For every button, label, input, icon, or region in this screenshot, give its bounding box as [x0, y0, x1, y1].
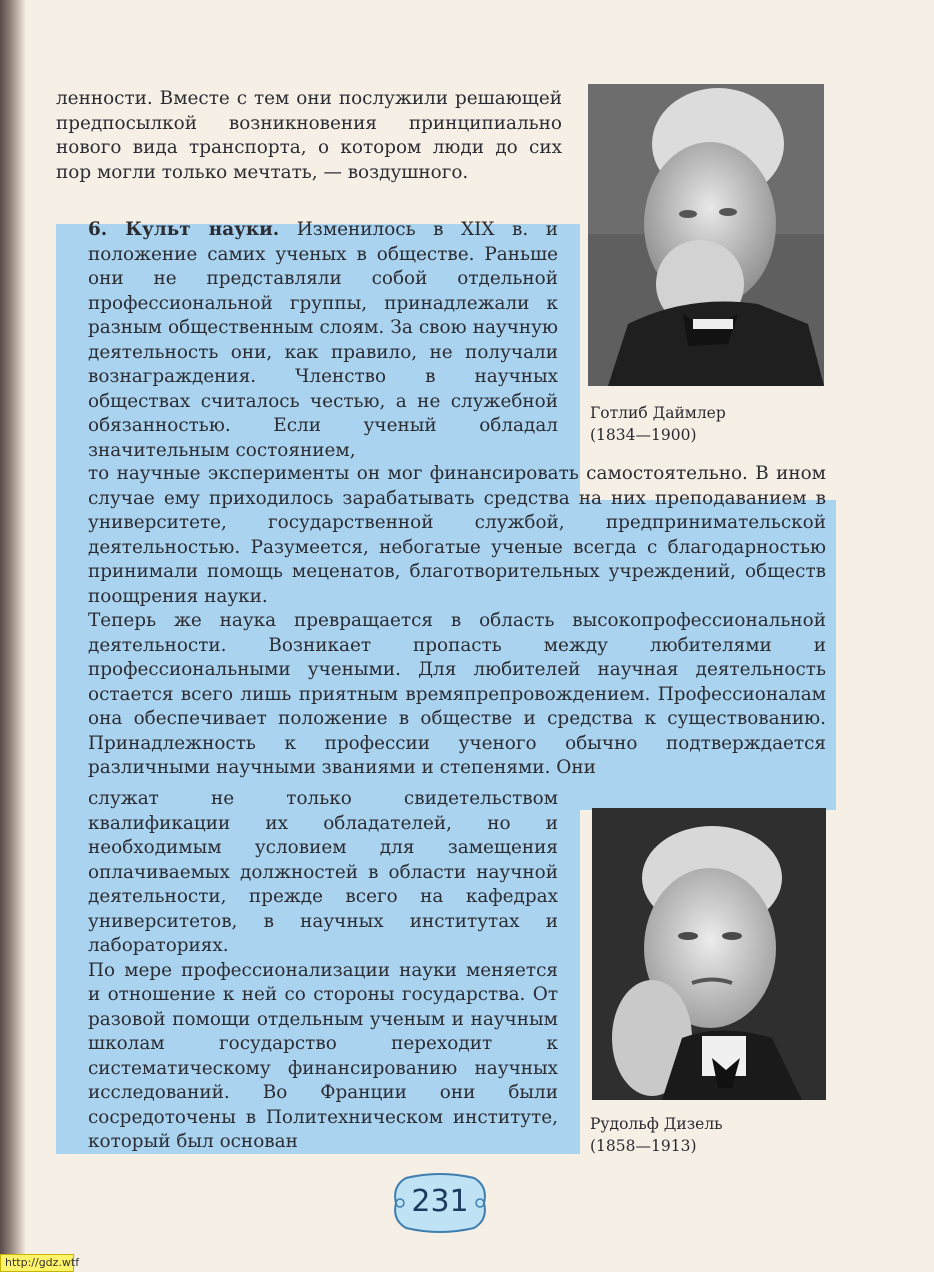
caption-2-years: (1858—1913)	[590, 1137, 697, 1155]
portrait-caption-2	[590, 1113, 723, 1157]
section-text-c2: По мере профессионализации науки меняется и отношение к ней со стороны государства. От разовой помощи отдельным ученым и научным школам государство переходит к систематическому финансированию научных исследований. Во Франции они были сосредоточены в Политехническом институте, который был основан	[88, 959, 558, 1152]
intro-paragraph	[56, 87, 562, 185]
section-paragraph-2	[88, 462, 826, 781]
page-number: 231	[411, 1184, 469, 1219]
section-text-b2: Теперь же наука превращается в область высокопрофессиональной деятельности. Возникает пропасть между любителями и профессиональными учеными. Для любителей научная деятельность остается всего лишь приятным времяпрепровождением. Профессионалам она обеспечивает положение в обществе и средства к существованию. Принадлежность к профессии ученого обычно подтверждается различными научными званиями и степенями. Они	[88, 610, 826, 778]
section-text-b1: то научные эксперименты он мог финансировать самостоятельно. В ином случае ему приходилось зарабатывать средства на них преподаванием в университете, государственной службой, предпринимательской деятельностью. Разумеется, небогатые ученые всегда с благодарностью принимали помощь меценатов, благотворительных учреждений, обществ поощрения науки.	[88, 463, 826, 607]
page-number-badge	[392, 1172, 488, 1234]
section-paragraph-1	[88, 218, 558, 463]
section-paragraph-3	[88, 787, 558, 1155]
caption-1-years: (1834—1900)	[590, 426, 697, 444]
section-heading: 6. Культ науки.	[88, 219, 280, 240]
portrait-caption-1	[590, 402, 726, 446]
caption-2-name: Рудольф Дизель	[590, 1115, 723, 1133]
portrait-diesel	[592, 808, 826, 1100]
book-binding-shadow	[0, 0, 26, 1272]
portrait-daimler	[588, 84, 824, 386]
intro-text: ленности. Вместе с тем они послужили решающей предпосылкой возникновения принципиально нового вида транспорта, о котором люди до сих пор могли только мечтать, — воздушного.	[56, 88, 562, 183]
section-text-a: Изменилось в XIX в. и положение самих ученых в обществе. Раньше они не представляли собой отдельной профессиональной группы, принадлежали к разным общественным слоям. За свою научную деятельность они, как правило, не получали вознаграждения. Членство в научных обществах считалось честью, а не служебной обязанностью. Если ученый обладал значительным состоянием,	[88, 219, 558, 461]
watermark-link[interactable]: http://gdz.wtf	[0, 1254, 74, 1272]
section-text-c1: служат не только свидетельством квалификации их обладателей, но и необходимым условием для замещения оплачиваемых должностей в области научной деятельности, прежде всего на кафедрах университетов, в научных институтах и лабораториях.	[88, 788, 558, 956]
caption-1-name: Готлиб Даймлер	[590, 404, 726, 422]
